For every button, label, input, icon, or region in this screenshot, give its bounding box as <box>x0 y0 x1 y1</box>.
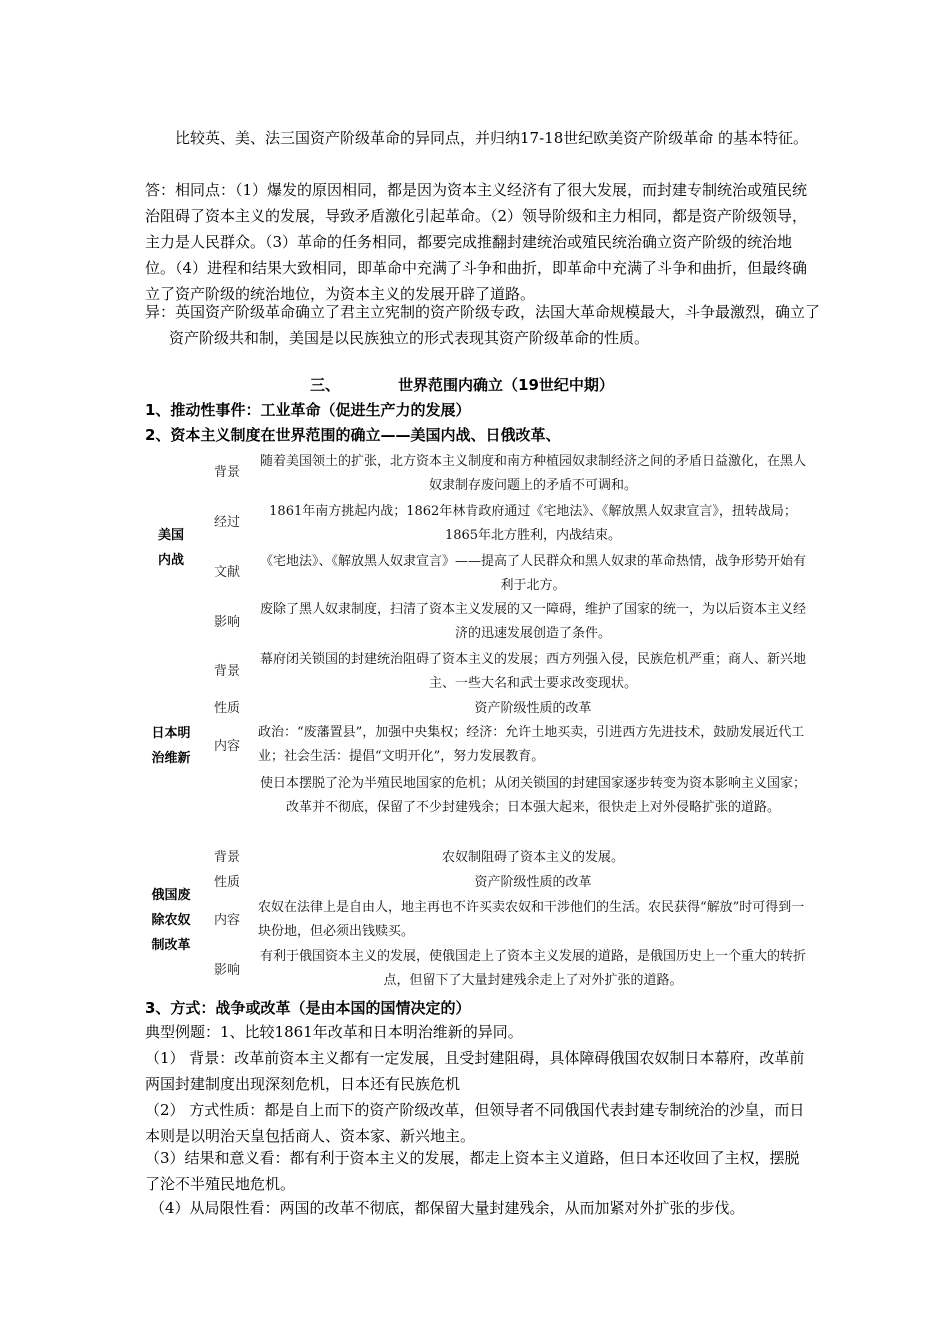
row-content: 《宅地法》、《解放黑人奴隶宣言》——提高了人民群众和黑人奴隶的革命热情，战争形势开始有利于北方。 <box>259 554 806 593</box>
example-point-3: （3）结果和意义看：都有利于资本主义的发展，都走上资本主义道路，但日本还收回了主权，摆脱了沦不半殖民地危机。 <box>145 1149 800 1193</box>
group-label-line: 除农奴 <box>151 913 191 928</box>
row-content: 政治：“废藩置县”，加强中央集权；经济：允许土地买卖，引进西方先进技术，鼓励发展近代工业；社会生活：提倡“文明开化”，努力发展教育。 <box>258 725 805 764</box>
row-label: 性质 <box>213 701 240 716</box>
heading-3: 3、方式：战争或改革（是由本国的国情决定的） <box>145 999 471 1017</box>
row-content: 随着美国领土的扩张，北方资本主义制度和南方种植园奴隶制经济之间的矛盾日益激化，在黑人奴隶制存废问题上的矛盾不可调和。 <box>259 454 806 493</box>
answer-similarities: 答：相同点：（1）爆发的原因相同，都是因为资本主义经济有了很大发展，而封建专制统治或殖民统治阻碍了资本主义的发展，导致矛盾激化引起革命。（2）领导阶级和主力相同，都是资产阶级领导，主力是人民群众。（3）革命的任务相同，都要完成推翻封建统治或殖民统治确立资产阶级的统治地位。（4）进程和结果大致相同，即革命中充满了斗争和曲折，即革命中充满了斗争和曲折，但最终确立了资产阶级的统治地位，为资本主义的发展开辟了道路。 <box>145 181 808 303</box>
row-content: 使日本摆脱了沦为半殖民地国家的危机；从闭关锁国的封建国家逐步转变为资本影响主义国家；改革并不彻底，保留了不少封建残余；日本强大起来，很快走上对外侵略扩张的道路。 <box>259 776 806 815</box>
row-label: 影响 <box>213 963 240 978</box>
row-content: 资产阶级性质的改革 <box>474 701 592 716</box>
row-label: 内容 <box>213 739 240 754</box>
answer-differences: 异：英国资产阶级革命确立了君主立宪制的资产阶级专政，法国大革命规模最大，斗争最激烈，确立了资产阶级共和制，美国是以民族独立的形式表现其资产阶级革命的性质。 <box>145 303 821 347</box>
question-paragraph: 比较英、美、法三国资产阶级革命的异同点，并归纳17-18世纪欧美资产阶级革命 的基本特征。 <box>175 129 809 147</box>
row-content: 有利于俄国资本主义的发展，使俄国走上了资本主义发展的道路，是俄国历史上一个重大的转折点，但留下了大量封建残余走上了对外扩张的道路。 <box>259 949 806 988</box>
group-label-line: 制改革 <box>151 938 191 953</box>
group-label-line: 美国 <box>157 528 184 543</box>
group-label-line: 日本明 <box>151 726 191 741</box>
heading-1: 1、推动性事件：工业革命（促进生产力的发展） <box>145 401 471 419</box>
row-content: 幕府闭关锁国的封建统治阻碍了资本主义的发展；西方列强入侵，民族危机严重；商人、新兴地主、一些大名和武士要求改变现状。 <box>259 652 806 691</box>
group-label-japan <box>145 721 197 771</box>
example-point-2: （2） 方式性质：都是自上而下的资产阶级改革，但领导者不同俄国代表封建专制统治的沙皇，而日本则是以明治天皇包括商人、资本家、新兴地主。 <box>145 1101 805 1145</box>
group-label-line: 治维新 <box>151 751 191 766</box>
row-label: 影响 <box>213 615 240 630</box>
heading-2: 2、资本主义制度在世界范围的确立——美国内战、日俄改革、 <box>145 426 561 444</box>
row-content: 废除了黑人奴隶制度，扫清了资本主义发展的又一障碍，维护了国家的统一，为以后资本主义经济的迅速发展创造了条件。 <box>259 602 806 641</box>
row-content: 农奴在法律上是自由人，地主再也不许买卖农奴和干涉他们的生活。农民获得“解放”时可得到一块份地，但必须出钱赎买。 <box>258 900 805 939</box>
example-title: 典型例题：1、比较1861年改革和日本明治维新的异同。 <box>145 1023 523 1041</box>
example-point-4: （4）从局限性看：两国的改革不彻底，都保留大量封建残余，从而加紧对外扩张的步伐。 <box>150 1199 745 1217</box>
row-label: 背景 <box>213 850 240 865</box>
group-label-line: 内战 <box>157 553 184 568</box>
group-label-russia <box>145 883 197 958</box>
example-point-1: （1） 背景：改革前资本主义都有一定发展，且受封建阻碍，具体障碍俄国农奴制日本幕府，改革前两国封建制度出现深刻危机，日本还有民族危机 <box>145 1049 805 1093</box>
row-label: 背景 <box>213 664 240 679</box>
group-label-line: 俄国废 <box>151 888 191 903</box>
row-label: 背景 <box>213 465 240 480</box>
row-content: 农奴制阻碍了资本主义的发展。 <box>441 850 624 865</box>
row-content: 资产阶级性质的改革 <box>474 875 592 890</box>
row-content: 1861年南方挑起内战；1862年林肯政府通过《宅地法》、《解放黑人奴隶宣言》，扭转战局； 1865年北方胜利，内战结束。 <box>269 504 797 543</box>
row-label: 性质 <box>213 875 240 890</box>
row-label: 文献 <box>213 565 240 580</box>
section-heading: 世界范围内确立（19世纪中期） <box>398 376 614 394</box>
group-label-us <box>145 523 197 573</box>
row-label: 内容 <box>213 913 240 928</box>
section-number: 三、 <box>310 376 341 394</box>
row-label: 经过 <box>213 515 240 530</box>
